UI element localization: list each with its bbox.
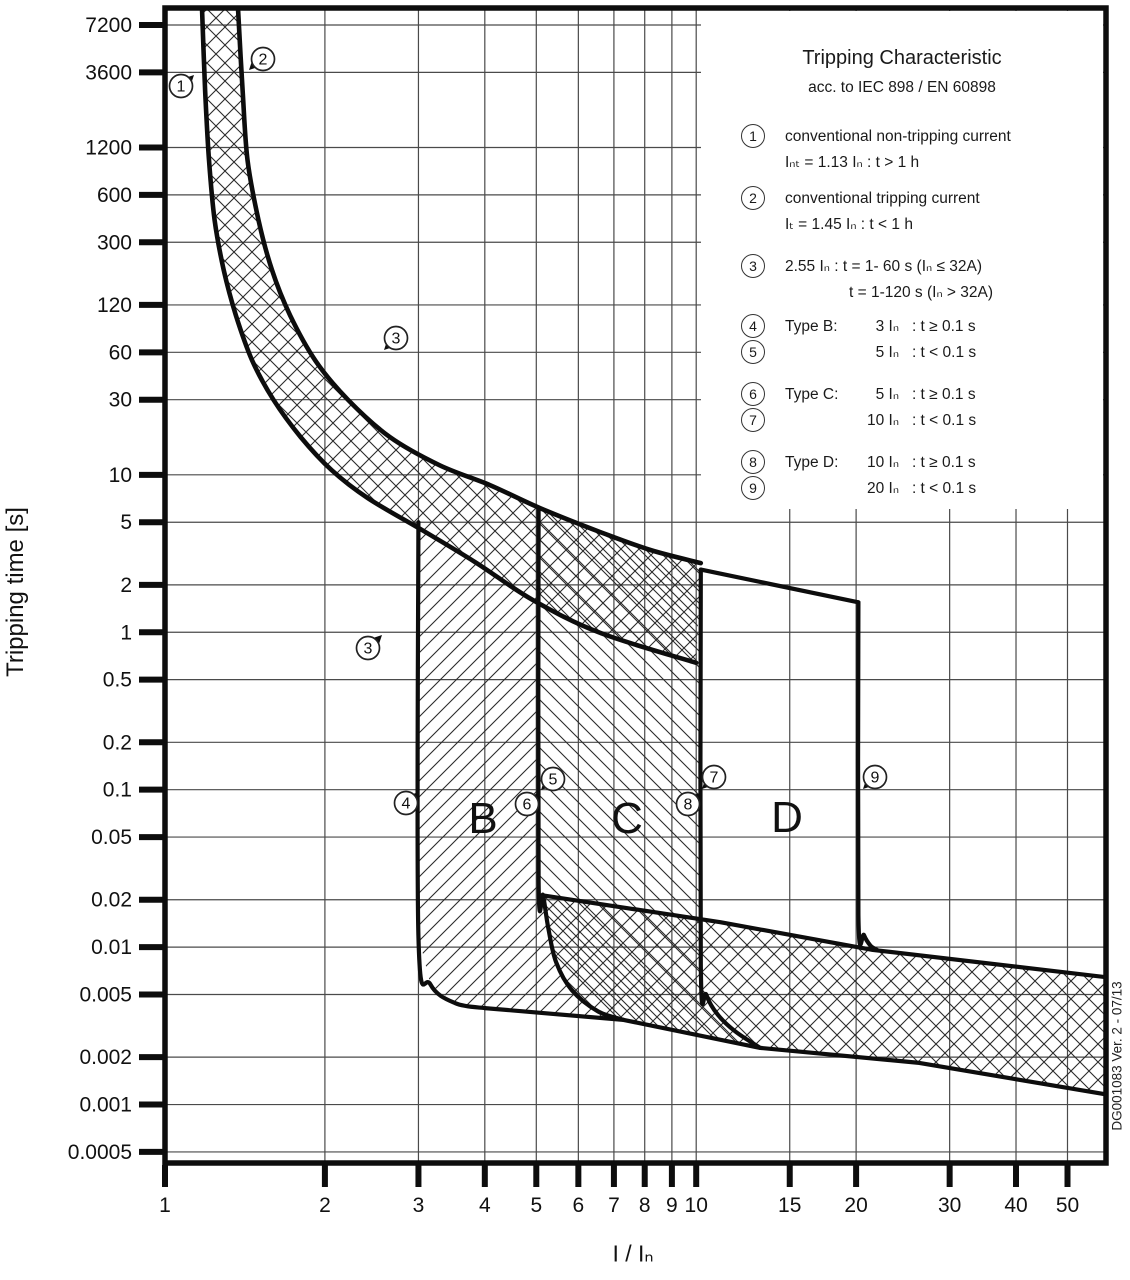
x-tick-6: 6 bbox=[572, 1194, 585, 1217]
type-c-label: Type C: bbox=[785, 386, 839, 403]
badge-8: 8 bbox=[741, 450, 765, 474]
y-tick-7200: 7200 bbox=[85, 13, 132, 37]
legend-item-3-formula: t = 1-120 s (Iₙ > 32A) bbox=[849, 284, 994, 301]
legend-item-1 bbox=[741, 124, 1011, 175]
legend-item-6 bbox=[741, 382, 976, 407]
legend bbox=[701, 11, 1103, 509]
legend-item-9 bbox=[741, 476, 976, 501]
badge-5: 5 bbox=[741, 340, 765, 364]
type-d-threshold-2: 20 Iₙ : t < 0.1 s bbox=[867, 480, 977, 497]
y-tick-1200: 1200 bbox=[85, 136, 132, 160]
callout-number-2: 2 bbox=[258, 51, 268, 69]
chart-subtitle: acc. to IEC 898 / EN 60898 bbox=[808, 79, 996, 96]
x-tick-15: 15 bbox=[778, 1194, 802, 1217]
callout-number-3: 3 bbox=[391, 330, 401, 348]
legend-item-1-formula: Iₙₜ = 1.13 Iₙ : t > 1 h bbox=[785, 154, 920, 171]
x-tick-5: 5 bbox=[530, 1194, 543, 1217]
y-tick-3600: 3600 bbox=[85, 61, 132, 85]
legend-item-4 bbox=[741, 314, 976, 339]
callout-number-4: 4 bbox=[401, 795, 411, 813]
badge-4: 4 bbox=[741, 314, 765, 338]
type-b-threshold-2: 5 Iₙ : t < 0.1 s bbox=[867, 344, 977, 361]
y-tick-0.005: 0.005 bbox=[79, 983, 132, 1007]
callout-number-7: 7 bbox=[709, 769, 719, 787]
x-tick-10: 10 bbox=[684, 1194, 708, 1217]
callout-number-6: 6 bbox=[522, 796, 532, 814]
legend-item-7 bbox=[741, 408, 976, 433]
x-tick-8: 8 bbox=[638, 1194, 651, 1217]
type-b-threshold-1: 3 Iₙ : t ≥ 0.1 s bbox=[867, 318, 976, 335]
y-tick-2: 2 bbox=[120, 573, 132, 597]
legend-item-2-formula: Iₜ = 1.45 Iₙ : t < 1 h bbox=[785, 216, 913, 233]
callout-number-8: 8 bbox=[683, 796, 693, 814]
x-tick-50: 50 bbox=[1055, 1194, 1080, 1217]
y-tick-0.2: 0.2 bbox=[102, 731, 132, 755]
callout-number-3: 3 bbox=[363, 640, 373, 658]
x-tick-3: 3 bbox=[412, 1194, 425, 1217]
badge-9: 9 bbox=[741, 476, 765, 500]
badge-1: 1 bbox=[741, 124, 765, 148]
y-tick-0.05: 0.05 bbox=[91, 826, 132, 850]
legend-item-1-text: conventional non-tripping current bbox=[785, 128, 1011, 145]
y-tick-0.5: 0.5 bbox=[102, 668, 132, 692]
y-tick-120: 120 bbox=[96, 293, 132, 317]
legend-item-3-text: 2.55 Iₙ : t = 1- 60 s (Iₙ ≤ 32A) bbox=[785, 258, 983, 275]
type-c-threshold-1: 5 Iₙ : t ≥ 0.1 s bbox=[867, 386, 976, 403]
type-b-label: Type B: bbox=[785, 318, 838, 335]
x-tick-40: 40 bbox=[1004, 1194, 1028, 1217]
x-tick-9: 9 bbox=[666, 1194, 678, 1217]
y-tick-5: 5 bbox=[120, 511, 132, 535]
y-tick-300: 300 bbox=[96, 231, 132, 255]
callout-number-1: 1 bbox=[176, 78, 186, 96]
magnetic-band-region bbox=[543, 895, 1110, 1095]
type-d-label: Type D: bbox=[785, 454, 839, 471]
type-c-threshold-2: 10 Iₙ : t < 0.1 s bbox=[867, 412, 977, 429]
legend-item-2 bbox=[741, 186, 980, 237]
x-tick-1: 1 bbox=[159, 1194, 171, 1217]
chart-title: Tripping Characteristic bbox=[802, 47, 1002, 69]
region-label-C: C bbox=[611, 794, 643, 843]
region-label-B: B bbox=[468, 794, 498, 843]
x-tick-2: 2 bbox=[319, 1194, 331, 1217]
y-tick-0.002: 0.002 bbox=[79, 1046, 132, 1070]
y-tick-60: 60 bbox=[108, 341, 132, 365]
region-label-D: D bbox=[771, 793, 803, 842]
y-tick-600: 600 bbox=[96, 183, 132, 207]
y-tick-10: 10 bbox=[108, 463, 132, 487]
callout-number-5: 5 bbox=[548, 771, 558, 789]
x-tick-30: 30 bbox=[937, 1194, 962, 1217]
legend-item-3 bbox=[741, 254, 993, 305]
d-region-top-edge bbox=[701, 570, 859, 603]
document-code: DG001083 Ver. 2 - 07/13 bbox=[1109, 981, 1125, 1131]
legend-item-2-text: conventional tripping current bbox=[785, 190, 980, 207]
type-d-threshold-1: 10 Iₙ : t ≥ 0.1 s bbox=[867, 454, 976, 471]
y-tick-1: 1 bbox=[120, 621, 132, 645]
callout-number-9: 9 bbox=[870, 769, 880, 787]
y-axis-title: Tripping time [s] bbox=[2, 507, 29, 677]
y-tick-0.0005: 0.0005 bbox=[67, 1140, 132, 1164]
legend-item-5 bbox=[741, 340, 976, 365]
badge-6: 6 bbox=[741, 382, 765, 406]
badge-7: 7 bbox=[741, 408, 765, 432]
badge-2: 2 bbox=[741, 186, 765, 210]
y-tick-30: 30 bbox=[108, 388, 132, 412]
y-tick-0.01: 0.01 bbox=[91, 936, 132, 960]
x-tick-20: 20 bbox=[844, 1194, 868, 1217]
legend-item-8 bbox=[741, 450, 976, 475]
x-tick-7: 7 bbox=[608, 1194, 620, 1217]
badge-3: 3 bbox=[741, 254, 765, 278]
y-tick-0.1: 0.1 bbox=[102, 778, 132, 802]
y-tick-0.001: 0.001 bbox=[79, 1093, 132, 1117]
y-tick-0.02: 0.02 bbox=[91, 888, 132, 912]
x-axis-title: I / Iₙ bbox=[612, 1240, 654, 1267]
x-tick-4: 4 bbox=[478, 1194, 491, 1217]
